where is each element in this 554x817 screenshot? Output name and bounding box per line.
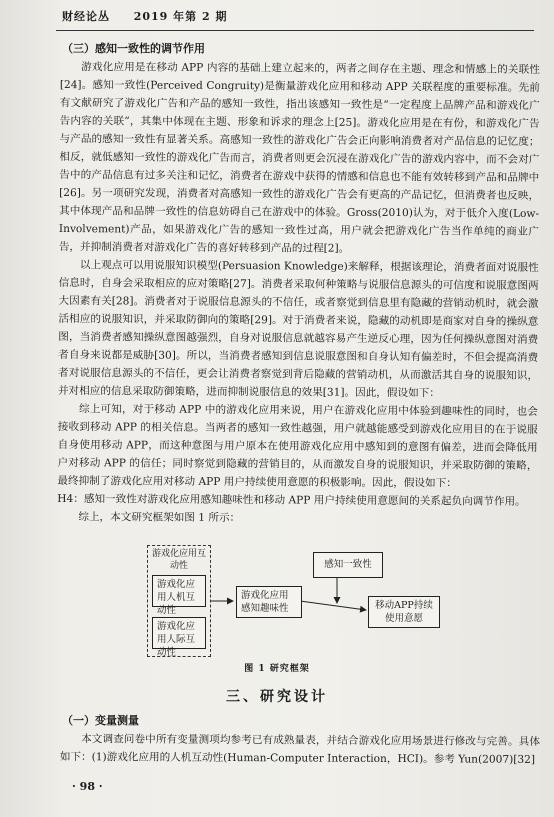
paragraph: 以上观点可以用说服知识模型(Persuasion Knowledge)来解释，根据该理论，消费者面对说服性信息时，自身会采取相应的应对策略[27]。消费者采取何种策略与说服信息源头的可信度和说服意图两大因素有关[28]。消费者对于说服信息源头的不信任，或者察觉到信息里有隐藏的营销动机时，就会激活相应的说服知识，并采取防御向的策略[29]。对于消费者来说，隐藏的动机即是商家对自身的操纵意图，当消费者感知操纵意图越强烈，自身对说服信息就越容易产生逆反心理，因为任何操纵意图对消费者自身来说都是威胁[30]。所以，当消费者感知到信息说服意图和自身认知有偏差时，不但会提高消费者对说服信息源头的不信任，更会让消费者察觉到背后隐藏的营销动机，从而激活其自身的说服知识，并对相应的信息采取防御策略，进而抑制说服信息的效果[31]。因此，假设如下：	[57, 259, 539, 400]
page-number: · 98 ·	[72, 780, 103, 793]
perceived-congruity-box: 感知一致性	[313, 552, 383, 578]
paragraph: 综上，本文研究框架如图 1 所示：	[78, 511, 241, 525]
journal-name: 财经论丛	[62, 10, 110, 23]
perceived-fun-box: 游戏化应用感知趣味性	[236, 586, 302, 618]
hci-box: 游戏化应用人机互动性	[152, 575, 206, 607]
subsection-heading-variable-measurement: （一）变量测量	[62, 714, 139, 727]
interpersonal-interactivity-box: 游戏化应用人际互动性	[152, 617, 206, 649]
continuance-intention-box: 移动APP持续使用意愿	[368, 596, 440, 628]
body-text-block-2	[60, 730, 540, 769]
paragraph: 综上可知，对于移动 APP 中的游戏化应用来说，用户在游戏化应用中体验到趣味性的同时，也会接收到移动 APP 的相关信息。当两者的感知一致性越强，用户就越能感受到游戏化应用目的在于说服自身使用移动 APP，而这种意图与用户原本在使用游戏化应用中感知到的意图有偏差，进而会降低用户对移动 APP 的信任；同时察觉到隐藏的营销目的，从而激发自身的说服知识，并采取防御的策略，最终抑制了游戏化应用对移动 APP 用户持续使用意愿的积极影响。因此，假设如下：	[57, 403, 538, 490]
section-heading-research-design: 三、研究设计	[226, 689, 328, 705]
paragraph: 游戏化应用是在移动 APP 内容的基础上建立起来的，两者之间存在主题、理念和情感上的关联性[24]。感知一致性(Perceived Congruity)是衡量游戏化应用和移动 APP 关联程度的重要标准。先前有文献研究了游戏化广告和产品的感知一致性，指出该感知一致性是“一定程度上品牌产品和游戏化广告内容的关联”，其集中体现在主题、形象和诉求的理念上[25]。游戏化应用是在有份，和游戏化广告与产品的感知一致性有显著关系。高感知一致性的游戏化广告会正向影响消费者对产品信息的记忆度；相反，就低感知一致性的游戏化广告而言，消费者则更会沉浸在游戏化广告的游戏内容中，而不会对广告中的产品信息有过多关注和记忆，消费者在游戏中获得的情感和信息也不能有效转移到产品和品牌中[26]。另一项研究发现，消费者对高感知一致性的游戏化广告会有更高的产品记忆，但消费者也反映，其中体现产品和品牌一致性的信息妨碍自己在游戏中的体验。Gross(2010)认为，对于低介入度(Low-Involvement)产品，如果游戏化广告的感知一致性过高，用户就会把游戏化广告当作单纯的商业广告，并抑制消费者对游戏化广告的喜好转移到产品的过程[2]。	[58, 61, 540, 255]
paragraph: 本文调查问卷中所有变量测项均参考已有成熟量表，并结合游戏化应用场景进行修改与完善。具体如下：(1)游戏化应用的人机互动性(Human-Computer Interaction，HCI)。参考 Yun(2007)[32]	[59, 733, 540, 766]
figure-caption: 图 1 研究框架	[244, 664, 310, 674]
section-heading-moderating-effect: （三）感知一致性的调节作用	[62, 42, 205, 55]
interactivity-group-label: 游戏化应用互动性	[152, 549, 207, 571]
issue-label: 2019 年第 2 期	[133, 10, 228, 23]
hypothesis-h4: H4：感知一致性对游戏化应用感知趣味性和移动 APP 用户持续使用意愿间的关系起负向调节作用。	[57, 492, 526, 508]
arrow-fun-to-intention	[300, 601, 366, 610]
